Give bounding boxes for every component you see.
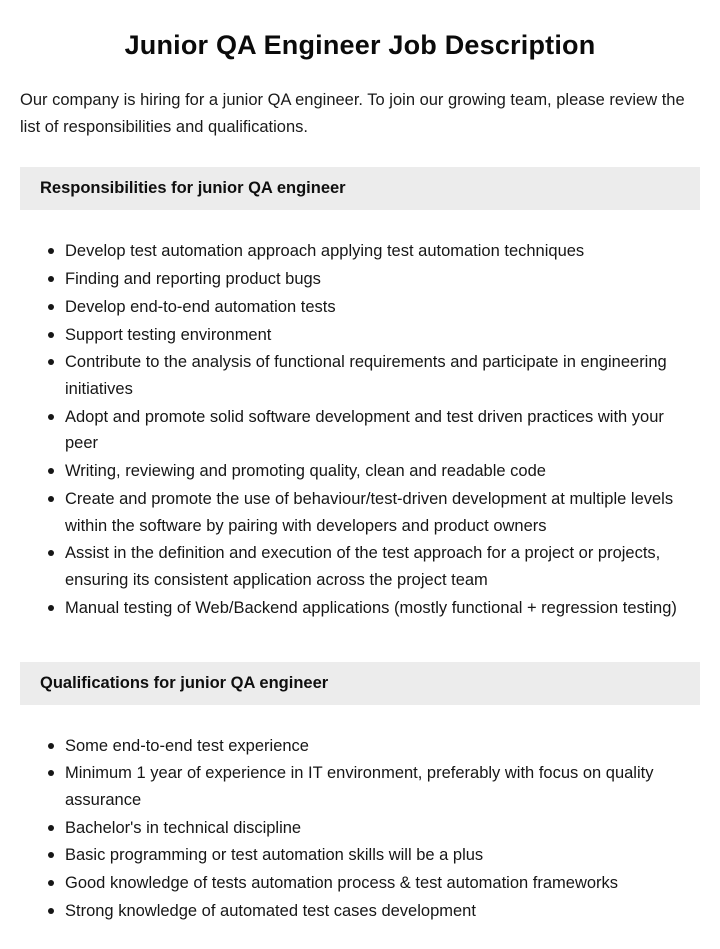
list-item: Assist in the definition and execution of the test approach for a project or projects, ensuring its consistent application across the project team — [65, 540, 700, 593]
list-item: Manual testing of Web/Backend applications (mostly functional + regression testing) — [65, 595, 700, 622]
list-item: Create and promote the use of behaviour/test-driven development at multiple levels within the software by pairing with developers and product owners — [65, 486, 700, 539]
bullet-list — [20, 733, 700, 925]
list-item: Contribute to the analysis of functional requirements and participate in engineering initiatives — [65, 349, 700, 402]
sections-container — [20, 167, 700, 924]
section — [20, 167, 700, 621]
list-item: Basic programming or test automation skills will be a plus — [65, 842, 700, 869]
section-heading: Qualifications for junior QA engineer — [20, 662, 700, 705]
intro-paragraph: Our company is hiring for a junior QA engineer. To join our growing team, please review the list of responsibilities and qualifications. — [20, 91, 685, 137]
list-item: Support testing environment — [65, 322, 700, 349]
list-item: Writing, reviewing and promoting quality, clean and readable code — [65, 458, 700, 485]
list-item: Some end-to-end test experience — [65, 733, 700, 760]
list-item: Good knowledge of tests automation process & test automation frameworks — [65, 870, 700, 897]
list-item: Bachelor's in technical discipline — [65, 815, 700, 842]
list-item: Develop test automation approach applying test automation techniques — [65, 238, 700, 265]
list-item: Minimum 1 year of experience in IT environment, preferably with focus on quality assurance — [65, 760, 700, 813]
bullet-list — [20, 238, 700, 621]
section — [20, 662, 700, 925]
page-title: Junior QA Engineer Job Description — [124, 30, 596, 60]
list-item: Adopt and promote solid software development and test driven practices with your peer — [65, 404, 700, 457]
section-heading: Responsibilities for junior QA engineer — [20, 167, 700, 210]
list-item: Finding and reporting product bugs — [65, 266, 700, 293]
list-item: Strong knowledge of automated test cases development — [65, 898, 700, 925]
list-item: Develop end-to-end automation tests — [65, 294, 700, 321]
